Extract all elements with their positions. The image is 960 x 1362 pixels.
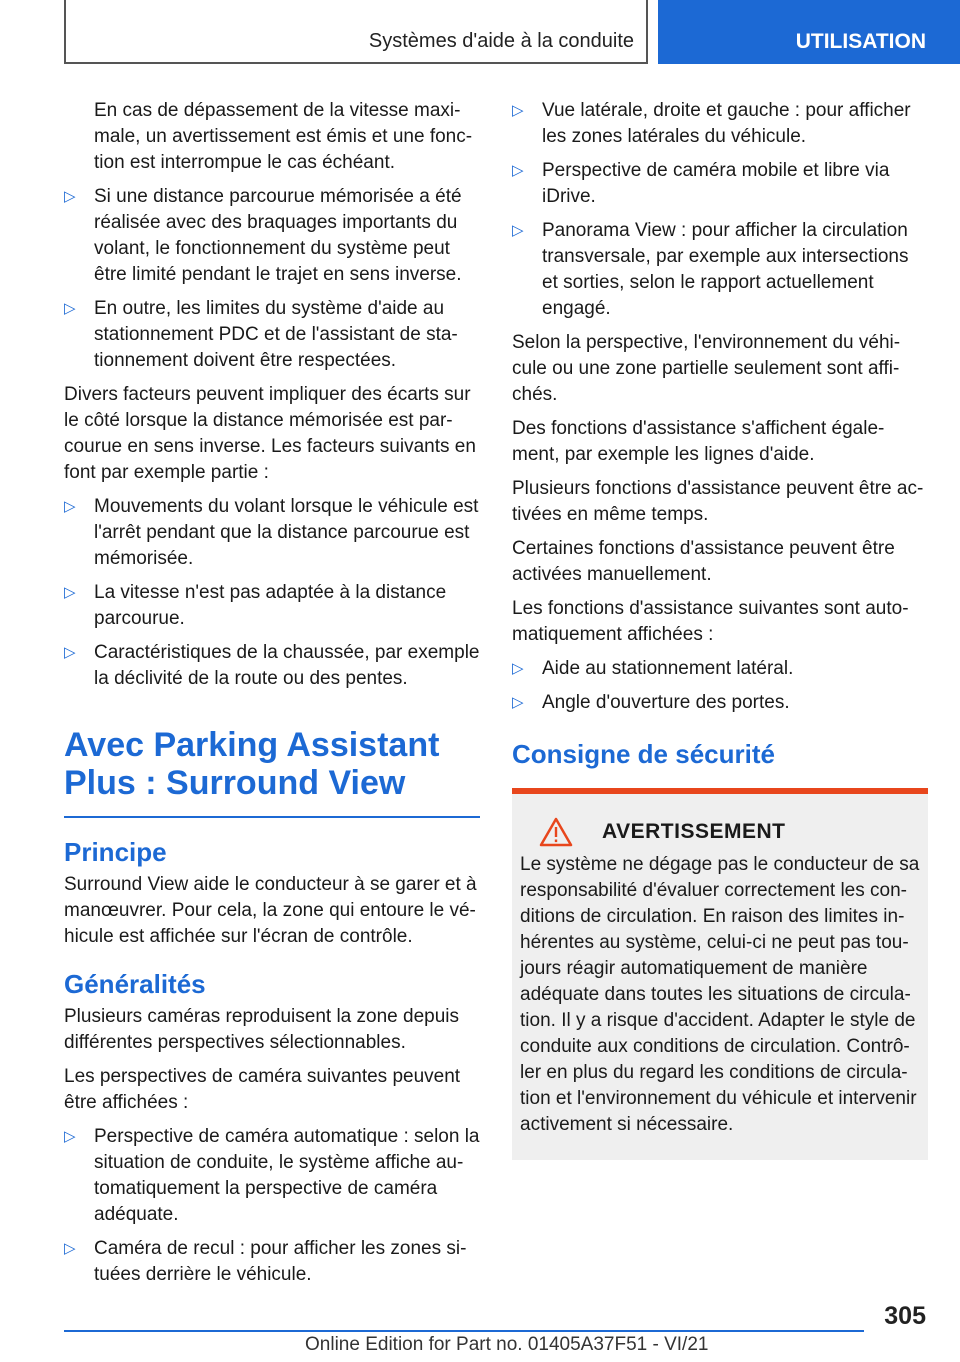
list-item: [512, 98, 928, 150]
list-item-text: Si une distance parcourue mémorisée a été réalisée avec des braquages importants du volant, le fonctionnement du système peut être limité pendant le trajet en sens inverse.: [94, 186, 462, 285]
list-item-text: Vue latérale, droite et gauche : pour afficher les zones latérales du véhicule.: [542, 100, 911, 147]
triangle-bullet-icon: ▷: [64, 498, 76, 515]
paragraph: Des fonctions d'assistance s'affichent égale-ment, par exemple les lignes d'aide.: [512, 418, 885, 465]
paragraph: Les fonctions d'assistance suivantes sont auto-matiquement affichées :: [512, 598, 909, 645]
list-item: [512, 218, 928, 322]
list-item-text: Panorama View : pour afficher la circulation transversale, par exemple aux intersections et sorties, selon le rapport actuellement engagé.: [542, 220, 909, 319]
bullet-list-3: [64, 1124, 480, 1288]
paragraph: Les perspectives de caméra suivantes peuvent être affichées :: [64, 1066, 461, 1113]
warning-box: [512, 788, 928, 1160]
paragraph: Plusieurs fonctions d'assistance peuvent être ac-tivées en même temps.: [512, 478, 924, 525]
list-item: [64, 1124, 480, 1228]
list-item-text: La vitesse n'est pas adaptée à la distance parcourue.: [94, 582, 447, 629]
triangle-bullet-icon: ▷: [64, 644, 76, 661]
triangle-bullet-icon: ▷: [512, 222, 524, 239]
list-item-text: Aide au stationnement latéral.: [542, 658, 794, 679]
list-item-text: Mouvements du volant lorsque le véhicule est l'arrêt pendant que la distance parcourue est mémorisée.: [94, 496, 479, 569]
footer-edition-text: Online Edition for Part no. 01405A37F51 - VI/21: [305, 1334, 709, 1355]
warning-text: Le système ne dégage pas le conducteur de sa responsabilité d'évaluer correctement les con-ditions de circulation. En raison des limites in-hérentes au système, celui-ci ne peut pas tou-jours réagir automatiquement de manière adéquate dans toutes les situations de circula-tion. Il y a risque d'accident. Adapter le style de conduite aux conditions de circulation. Contrô-ler en plus du regard les conditions de circula-tion et l'environnement du véhicule et intervenir activement si nécessaire.: [520, 854, 920, 1135]
bullet-list-5: [512, 656, 928, 716]
list-item: [512, 656, 928, 682]
triangle-bullet-icon: ▷: [512, 660, 524, 677]
subheading-generalites: Généralités: [64, 969, 206, 999]
bullet-list-1: [64, 184, 480, 374]
section-heading: Avec Parking Assistant Plus : Surround View: [64, 726, 480, 818]
header-tab-utilisation[interactable]: [658, 0, 960, 64]
list-item: [512, 158, 928, 210]
bullet-list-4: [512, 98, 928, 322]
warning-triangle-icon: [538, 816, 574, 848]
triangle-bullet-icon: ▷: [64, 1128, 76, 1145]
triangle-bullet-icon: ▷: [64, 300, 76, 317]
list-item-text: En outre, les limites du système d'aide au stationnement PDC et de l'assistant de sta-tionnement doivent être respectées.: [94, 298, 458, 371]
header-section-box: [64, 0, 648, 64]
footer-divider: [64, 1330, 864, 1332]
page-number: 305: [884, 1302, 926, 1330]
list-item: [64, 494, 480, 572]
list-item-text: Perspective de caméra mobile et libre via iDrive.: [542, 160, 890, 207]
list-item-text: Caractéristiques de la chaussée, par exemple la déclivité de la route ou des pentes.: [94, 642, 480, 689]
warning-header: [520, 816, 920, 848]
right-column: [512, 98, 928, 1160]
header-tab-label: UTILISATION: [795, 30, 926, 53]
triangle-bullet-icon: ▷: [512, 694, 524, 711]
paragraph: Divers facteurs peuvent impliquer des écarts sur le côté lorsque la distance mémorisée est par-courue en sens inverse. Les facteurs suivants en font par exemple partie :: [64, 384, 476, 483]
list-item: [512, 690, 928, 716]
intro-paragraph: En cas de dépassement de la vitesse maxi-male, un avertissement est émis et une fonc-tion est interrompue le cas échéant.: [94, 100, 473, 173]
list-item-text: Caméra de recul : pour afficher les zones si-tuées derrière le véhicule.: [94, 1238, 467, 1285]
list-item: [64, 296, 480, 374]
warning-title: AVERTISSEMENT: [602, 820, 786, 843]
principe-paragraph: Surround View aide le conducteur à se garer et à manœuvrer. Pour cela, la zone qui entoure le vé-hicule est affichée sur l'écran de contrôle.: [64, 874, 477, 947]
paragraph: Selon la perspective, l'environnement du véhi-cule ou une zone partielle seulement sont affi-chés.: [512, 332, 901, 405]
list-item-text: Perspective de caméra automatique : selon la situation de conduite, le système affiche au-tomatiquement la perspective de caméra adéquate.: [94, 1126, 480, 1225]
triangle-bullet-icon: ▷: [64, 188, 76, 205]
list-item: [64, 640, 480, 692]
header-section-title: Systèmes d'aide à la conduite: [368, 30, 634, 52]
paragraph: Plusieurs caméras reproduisent la zone depuis différentes perspectives sélectionnables.: [64, 1006, 459, 1053]
list-item-text: Angle d'ouverture des portes.: [542, 692, 790, 713]
list-item: [64, 580, 480, 632]
subheading-principe: Principe: [64, 837, 167, 867]
list-item: [64, 1236, 480, 1288]
list-item: [64, 184, 480, 288]
triangle-bullet-icon: ▷: [64, 1240, 76, 1257]
triangle-bullet-icon: ▷: [512, 102, 524, 119]
bullet-list-2: [64, 494, 480, 692]
paragraph: Certaines fonctions d'assistance peuvent être activées manuellement.: [512, 538, 895, 585]
triangle-bullet-icon: ▷: [512, 162, 524, 179]
left-column: [64, 98, 480, 1296]
triangle-bullet-icon: ▷: [64, 584, 76, 601]
subheading-consigne: Consigne de sécurité: [512, 739, 775, 769]
